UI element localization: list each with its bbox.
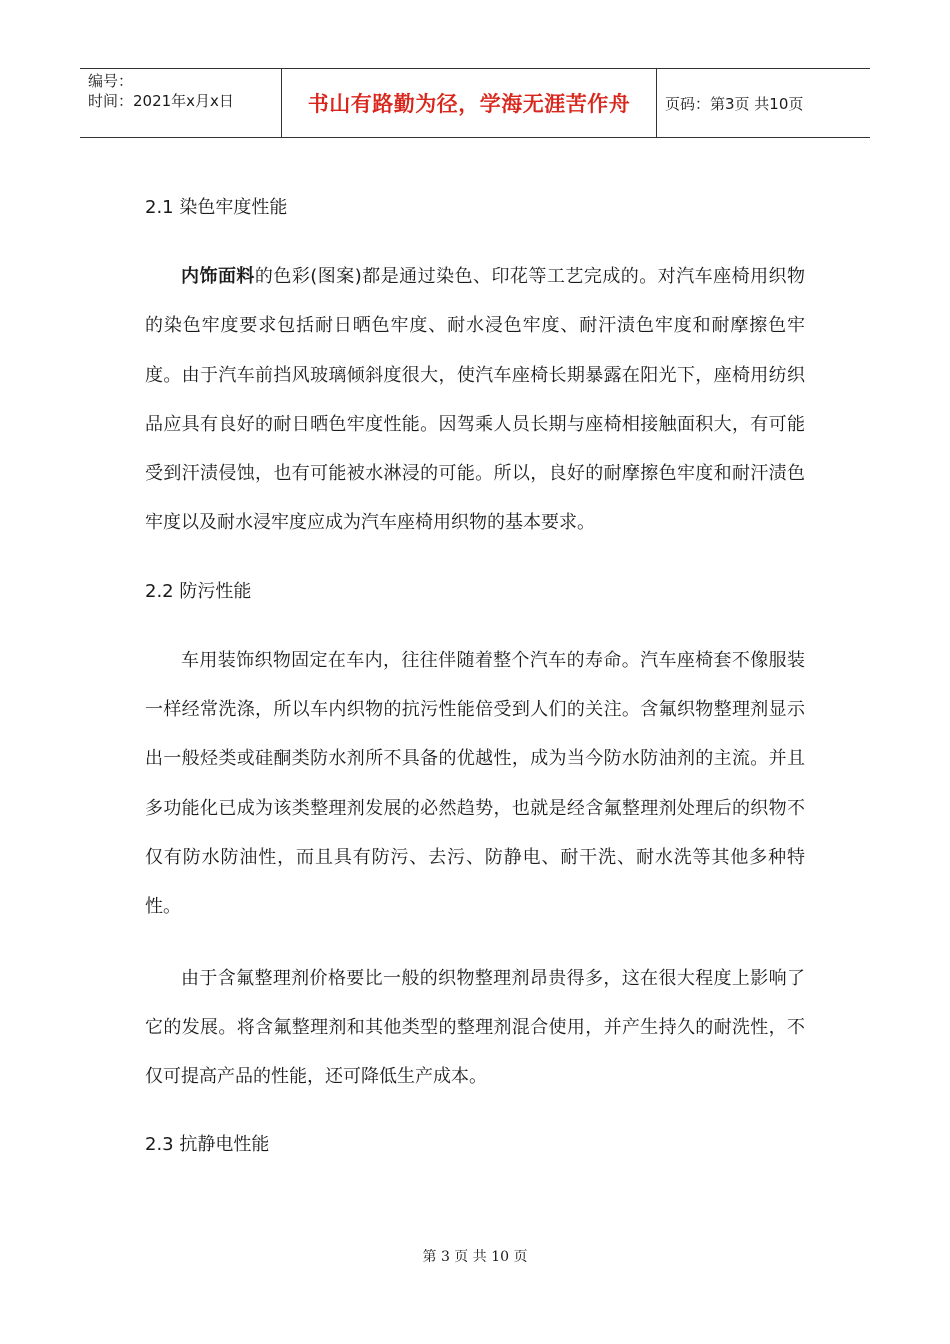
section-heading: 2.2 防污性能 xyxy=(145,580,252,602)
page-header xyxy=(80,68,870,138)
header-page-number: 页码：第3页 共10页 xyxy=(665,94,804,113)
paragraph: 由于含氟整理剂价格要比一般的织物整理剂昂贵得多，这在很大程度上影响了它的发展。将含氟整理剂和其他类型的整理剂混合使用，并产生持久的耐洗性，不仅可提高产品的性能，还可降低生产成本。 xyxy=(145,967,805,1088)
paragraph xyxy=(145,252,805,548)
document-body xyxy=(145,186,805,1167)
bold-term: 内饰面料 xyxy=(181,266,255,287)
paragraph: 车用装饰织物固定在车内，往往伴随着整个汽车的寿命。汽车座椅套不像服装一样经常洗涤，所以车内织物的抗污性能倍受到人们的关注。含氟织物整理剂显示出一般烃类或硅酮类防水剂所不具备的优越性，成为当今防水防油剂的主流。并且多功能化已成为该类整理剂发展的必然趋势，也就是经含氟整理剂处理后的织物不仅有防水防油性，而且具有防污、去污、防静电、耐干洗、耐水洗等其他多种特性。 xyxy=(145,649,805,918)
header-page-cell xyxy=(657,69,870,137)
section-heading: 2.3 抗静电性能 xyxy=(145,1134,270,1156)
page-footer: 第 3 页 共 10 页 xyxy=(422,1249,528,1265)
paragraph-text: 的色彩(图案)都是通过染色、印花等工艺完成的。对汽车座椅用织物的染色牢度要求包括耐日晒色牢度、耐水浸色牢度、耐汗渍色牢度和耐摩擦色牢度。由于汽车前挡风玻璃倾斜度很大，使汽车座椅长期暴露在阳光下，座椅用纺织品应具有良好的耐日晒色牢度性能。因驾乘人员长期与座椅相接触面积大，有可能受到汗渍侵蚀，也有可能被水淋浸的可能。所以，良好的耐摩擦色牢度和耐汗渍色牢度以及耐水浸牢度应成为汽车座椅用织物的基本要求。 xyxy=(145,266,806,534)
header-motto: 书山有路勤为径，学海无涯苦作舟 xyxy=(307,91,631,116)
header-motto-cell xyxy=(282,69,657,137)
document-number-label: 编号： xyxy=(88,72,134,90)
header-info-cell xyxy=(80,69,282,137)
document-date-label: 时间：2021年x月x日 xyxy=(88,92,234,110)
section-heading: 2.1 染色牢度性能 xyxy=(145,197,288,218)
